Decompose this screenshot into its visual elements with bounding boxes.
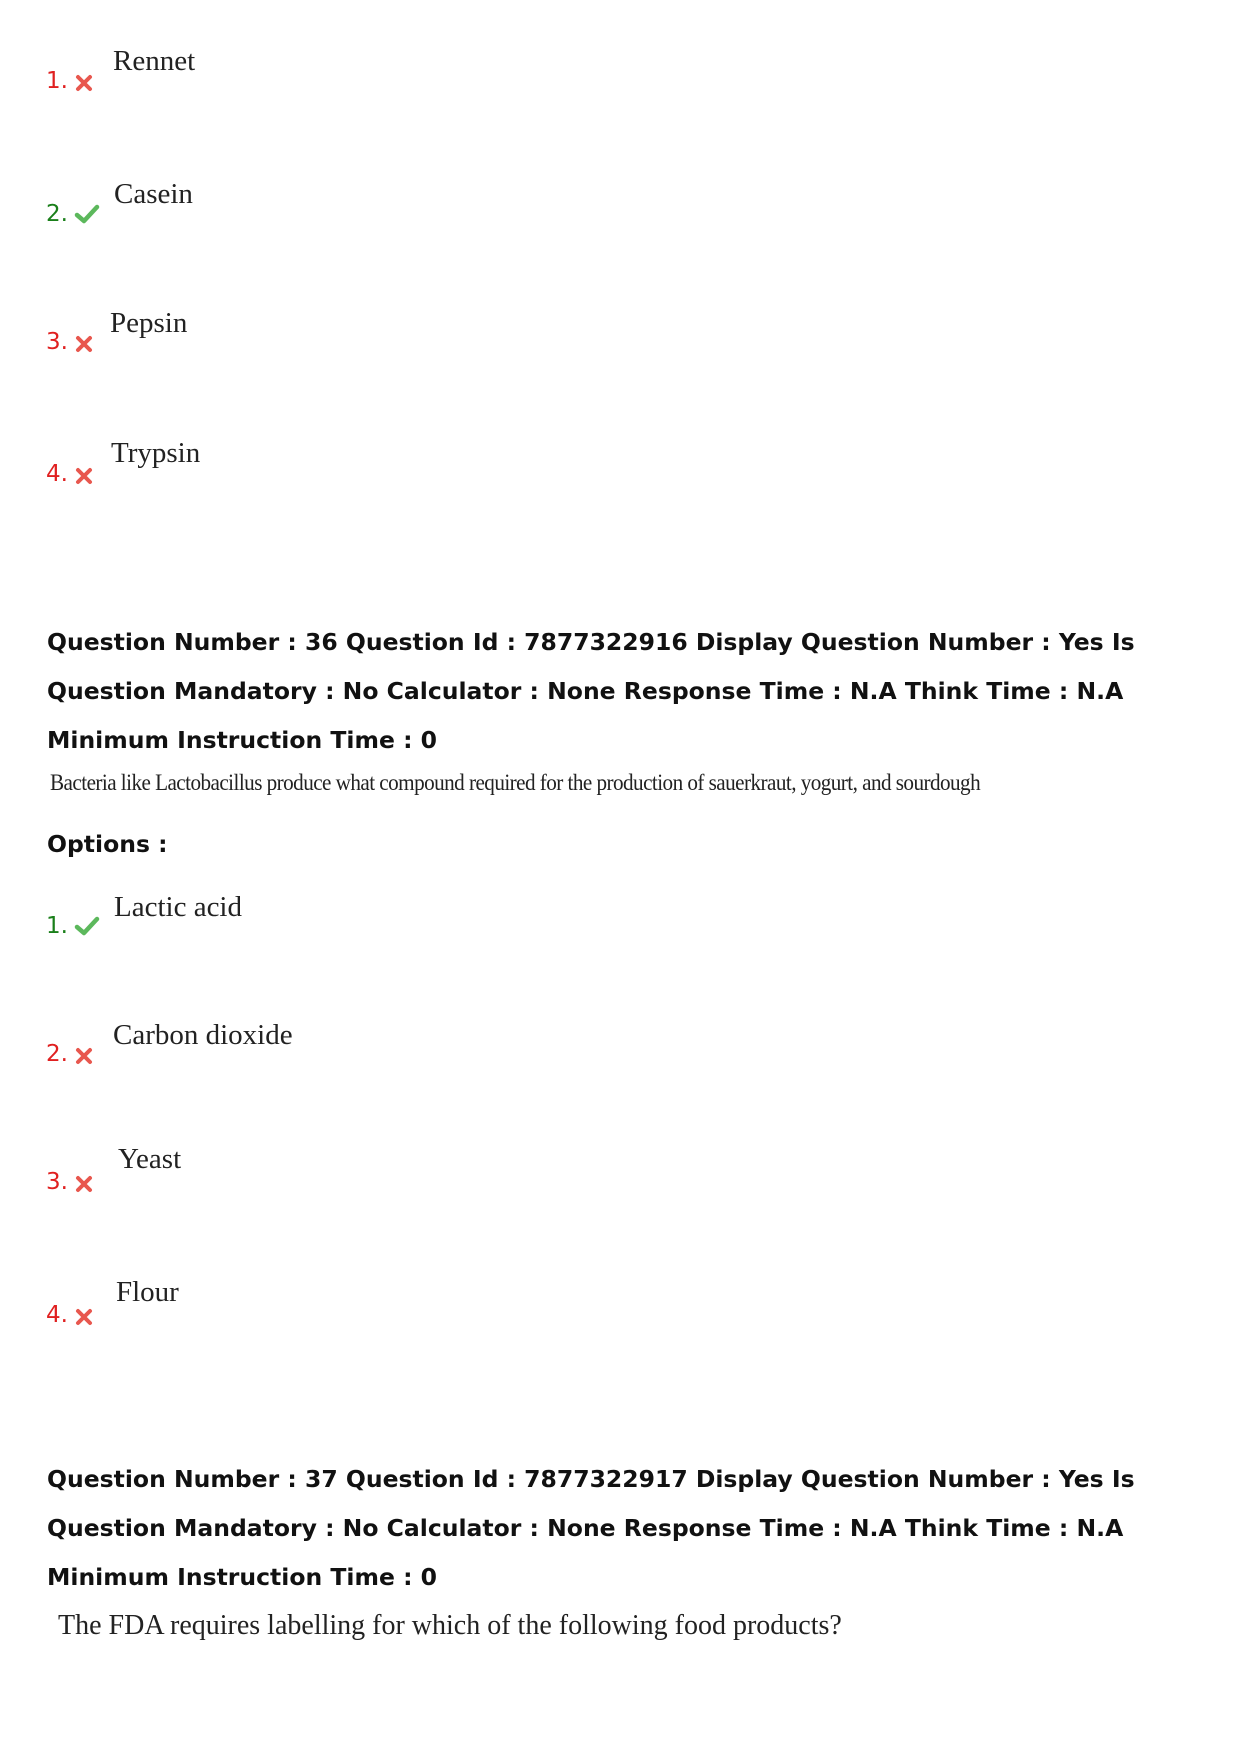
option-text: Casein <box>114 178 193 210</box>
question-text: The FDA requires labelling for which of the following food products? <box>58 1610 842 1641</box>
option-item[interactable] <box>46 307 646 373</box>
option-number: 2. <box>46 1041 68 1067</box>
option-item[interactable] <box>46 1276 646 1346</box>
option-number: 2. <box>46 201 68 227</box>
cross-icon <box>73 1045 95 1067</box>
option-number: 4. <box>46 461 68 487</box>
option-text: Trypsin <box>111 437 201 469</box>
option-item[interactable] <box>46 891 646 957</box>
check-icon <box>74 203 100 225</box>
option-text: Lactic acid <box>114 891 242 923</box>
cross-icon <box>73 1173 95 1195</box>
option-item[interactable] <box>46 437 646 505</box>
options-label: Options : <box>47 830 168 858</box>
option-item[interactable] <box>46 45 646 112</box>
cross-icon <box>73 72 95 94</box>
option-text: Pepsin <box>110 307 188 339</box>
option-text: Flour <box>116 1276 179 1308</box>
option-number: 3. <box>46 1169 68 1195</box>
question-header: Question Number : 36 Question Id : 7877322916 Display Question Number : Yes Is Question Mandatory : No Calculator : None Response Time : N.A Think Time : N.A Minimum Instruction Time : 0 <box>47 628 1135 754</box>
option-number: 3. <box>46 329 68 355</box>
check-icon <box>74 915 100 937</box>
cross-icon <box>73 1306 95 1328</box>
question-header: Question Number : 37 Question Id : 7877322917 Display Question Number : Yes Is Question Mandatory : No Calculator : None Response Time : N.A Think Time : N.A Minimum Instruction Time : 0 <box>47 1465 1135 1591</box>
option-item[interactable] <box>46 178 646 245</box>
question-text: Bacteria like Lactobacillus produce what compound required for the production of sauerkraut, yogurt, and sourdough <box>50 770 981 795</box>
option-number: 1. <box>46 913 68 939</box>
option-item[interactable] <box>46 1019 646 1085</box>
option-text: Yeast <box>118 1143 182 1175</box>
cross-icon <box>73 465 95 487</box>
option-number: 1. <box>46 68 68 94</box>
option-text: Rennet <box>113 45 196 77</box>
cross-icon <box>73 333 95 355</box>
option-item[interactable] <box>46 1143 646 1213</box>
option-text: Carbon dioxide <box>113 1019 293 1051</box>
option-number: 4. <box>46 1302 68 1328</box>
